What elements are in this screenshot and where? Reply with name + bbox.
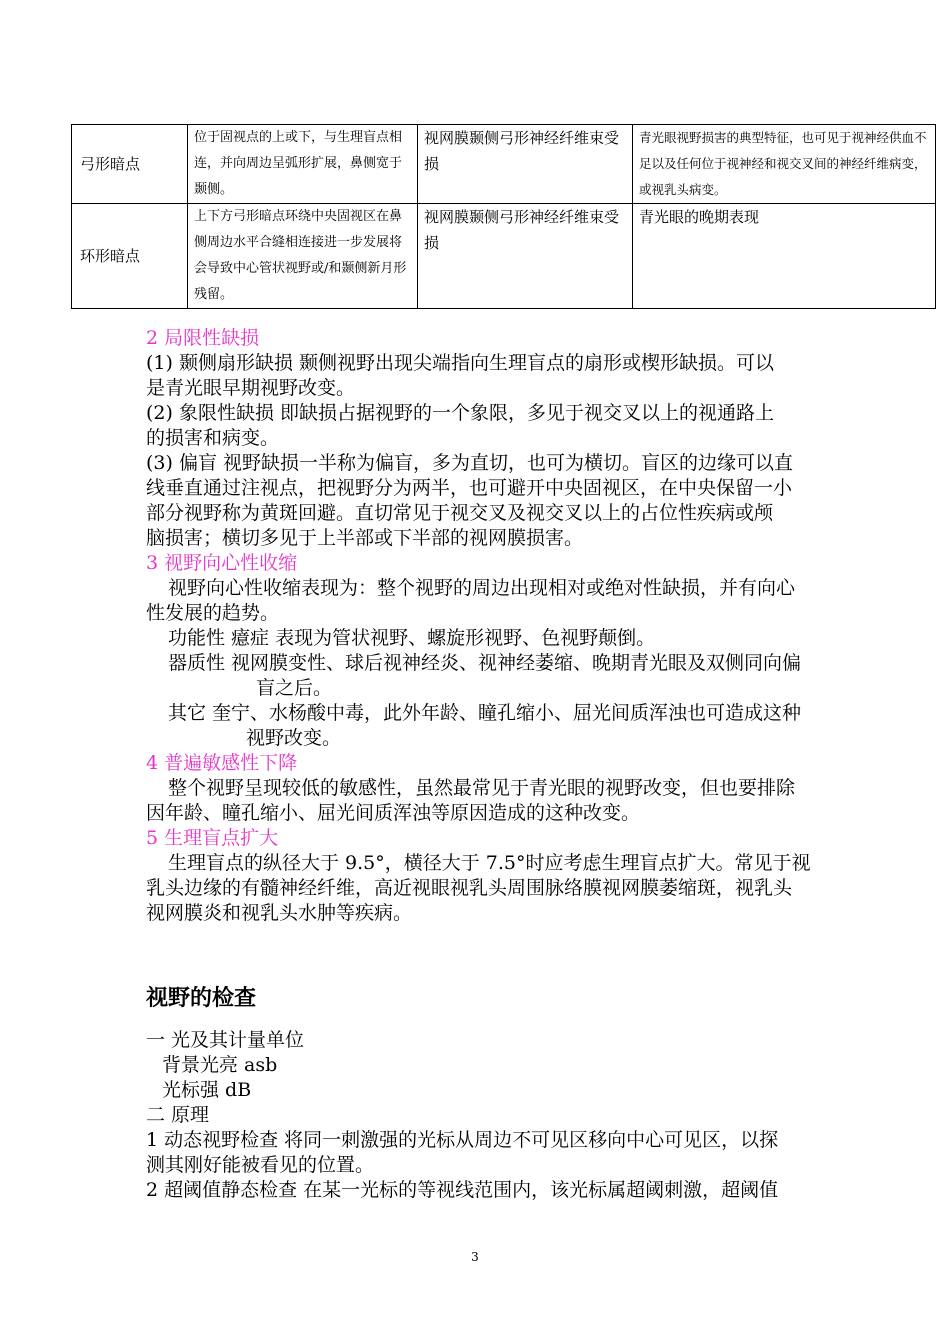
defect-description-cell: 位于固视点的上或下，与生理盲点相连，并向周边呈弧形扩展，鼻侧宽于颞侧。 bbox=[188, 125, 418, 204]
section-heading: 视野的检查 bbox=[146, 986, 257, 1011]
paragraph-line: 测其刚好能被看见的位置。 bbox=[146, 1154, 375, 1176]
exam-section bbox=[146, 984, 892, 1203]
defect-clinical-cell: 青光眼视野损害的典型特征，也可见于视神经供血不足以及任何位于视神经和视交叉间的神经纤维病变，或视乳头病变。 bbox=[633, 125, 936, 204]
section-content bbox=[146, 326, 892, 926]
paragraph-line: 盲之后。 bbox=[256, 677, 333, 699]
section-title: 5 生理盲点扩大 bbox=[146, 827, 279, 849]
paragraph-line: 线垂直通过注视点，把视野分为两半，也可避开中央固视区，在中央保留一小 bbox=[146, 477, 793, 499]
defect-cause-cell: 视网膜颞侧弓形神经纤维束受损 bbox=[418, 204, 633, 309]
paragraph-line: 脑损害；横切多见于上半部或下半部的视网膜损害。 bbox=[146, 527, 584, 549]
paragraph-line: 二 原理 bbox=[146, 1104, 210, 1126]
paragraph-line: 功能性 癔症 表现为管状视野、螺旋形视野、色视野颠倒。 bbox=[168, 627, 656, 649]
paragraph-line: 1 动态视野检查 将同一刺激强的光标从周边不可见区移向中心可见区，以探 bbox=[146, 1129, 779, 1151]
defect-clinical-cell: 青光眼的晚期表现 bbox=[633, 204, 936, 309]
defect-name-cell: 环形暗点 bbox=[72, 204, 188, 309]
paragraph-line: 2 超阈值静态检查 在某一光标的等视线范围内，该光标属超阈刺激，超阈值 bbox=[146, 1179, 779, 1201]
paragraph-line: 其它 奎宁、水杨酸中毒，此外年龄、瞳孔缩小、屈光间质浑浊也可造成这种 bbox=[168, 702, 802, 724]
table-row bbox=[72, 204, 936, 309]
defect-name-cell: 弓形暗点 bbox=[72, 125, 188, 204]
defect-cause-cell: 视网膜颞侧弓形神经纤维束受损 bbox=[418, 125, 633, 204]
page-number: 3 bbox=[471, 1250, 479, 1264]
paragraph-line: 背景光亮 asb bbox=[162, 1054, 278, 1076]
paragraph-line: 部分视野称为黄斑回避。直切常见于视交叉及视交叉以上的占位性疾病或颅 bbox=[146, 502, 774, 524]
section-title: 3 视野向心性收缩 bbox=[146, 552, 298, 574]
section-title: 2 局限性缺损 bbox=[146, 327, 260, 349]
paragraph-line: 因年龄、瞳孔缩小、屈光间质浑浊等原因造成的这种改变。 bbox=[146, 802, 641, 824]
paragraph-line: (3) 偏盲 视野缺损一半称为偏盲，多为直切，也可为横切。盲区的边缘可以直 bbox=[146, 452, 793, 474]
visual-field-defect-table bbox=[71, 124, 936, 309]
paragraph-line: (2) 象限性缺损 即缺损占据视野的一个象限，多见于视交叉以上的视通路上 bbox=[146, 402, 774, 424]
paragraph-line: 性发展的趋势。 bbox=[146, 602, 280, 624]
table-row bbox=[72, 125, 936, 204]
paragraph-line: 是青光眼早期视野改变。 bbox=[146, 377, 356, 399]
paragraph-line: 的损害和病变。 bbox=[146, 427, 280, 449]
paragraph-line: 一 光及其计量单位 bbox=[146, 1029, 305, 1051]
paragraph-line: 视野改变。 bbox=[246, 727, 342, 749]
paragraph-line: 整个视野呈现较低的敏感性，虽然最常见于青光眼的视野改变，但也要排除 bbox=[168, 777, 796, 799]
defect-description-cell: 上下方弓形暗点环绕中央固视区在鼻侧周边水平合缝相连接进一步发展将会导致中心管状视野或/和颞侧新月形残留。 bbox=[188, 204, 418, 309]
paragraph-line: 器质性 视网膜变性、球后视神经炎、视神经萎缩、晚期青光眼及双侧同向偏 bbox=[168, 652, 802, 674]
section-title: 4 普遍敏感性下降 bbox=[146, 752, 298, 774]
paragraph-line: 视网膜炎和视乳头水肿等疾病。 bbox=[146, 902, 413, 924]
paragraph-line: (1) 颞侧扇形缺损 颞侧视野出现尖端指向生理盲点的扇形或楔形缺损。可以 bbox=[146, 352, 774, 374]
paragraph-line: 乳头边缘的有髓神经纤维，高近视眼视乳头周围脉络膜视网膜萎缩斑，视乳头 bbox=[146, 877, 793, 899]
paragraph-line: 生理盲点的纵径大于 9.5°，横径大于 7.5°时应考虑生理盲点扩大。常见于视 bbox=[168, 852, 811, 874]
paragraph-line: 视野向心性收缩表现为：整个视野的周边出现相对或绝对性缺损，并有向心 bbox=[168, 577, 796, 599]
paragraph-line: 光标强 dB bbox=[162, 1079, 252, 1101]
